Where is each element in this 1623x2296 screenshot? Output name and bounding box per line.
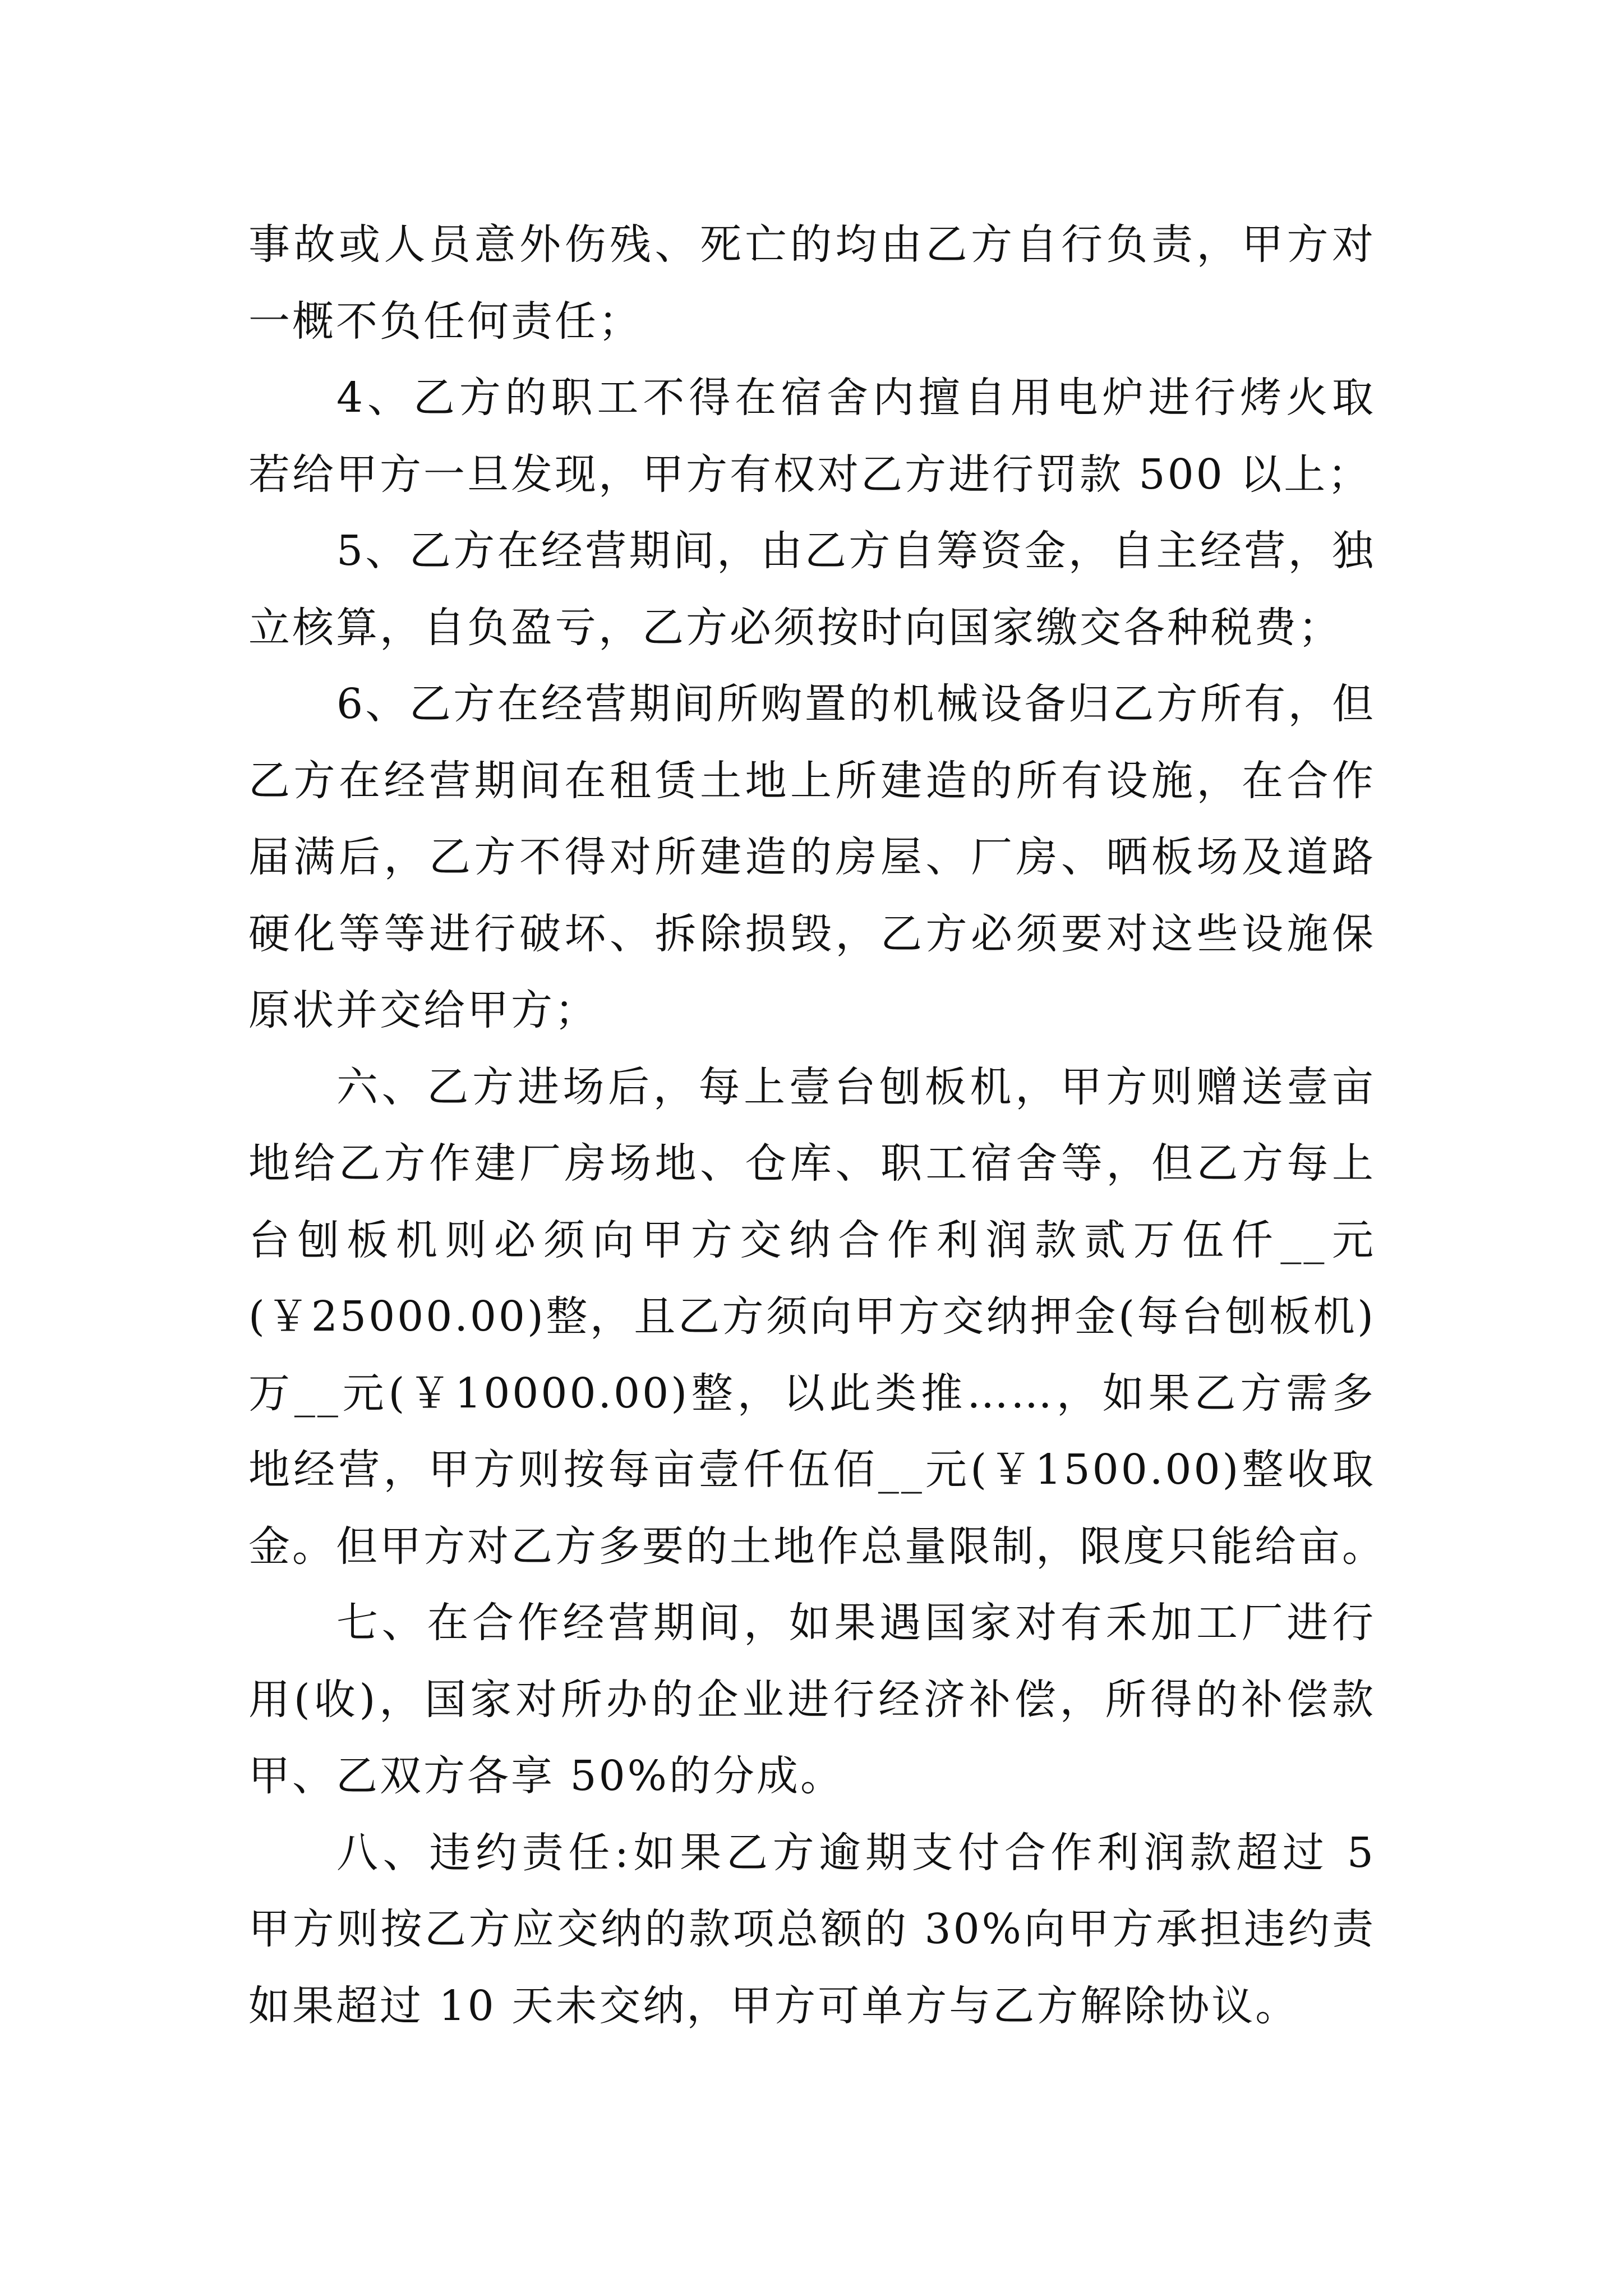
text-line: 如果超过 10 天未交纳，甲方可单方与乙方解除协议。 xyxy=(248,1981,1299,2030)
text-line: 金。但甲方对乙方多要的土地作总量限制，限度只能给亩。 xyxy=(248,1522,1386,1571)
text-line: 4、乙方的职工不得在宿舍内擅自用电炉进行烤火取 xyxy=(336,374,1376,422)
text-line: 八、违约责任:如果乙方逾期支付合作利润款超过 5 xyxy=(336,1828,1376,1877)
text-line: 万__元(￥10000.00)整，以此类推……，如果乙方需多 xyxy=(248,1369,1376,1418)
text-line: 原状并交给甲方； xyxy=(248,986,598,1034)
paragraph-section-six xyxy=(248,1049,1386,1585)
text-line: 地给乙方作建厂房场地、仓库、职工宿舍等，但乙方每上 xyxy=(248,1139,1376,1188)
paragraph-section-eight xyxy=(248,1815,1376,2045)
document-body xyxy=(248,206,1386,2044)
text-line: 乙方在经营期间在租赁土地上所建造的所有设施，在合作 xyxy=(248,756,1376,805)
paragraph-continued xyxy=(248,206,1376,360)
text-line: 甲、乙双方各享 50%的分成。 xyxy=(248,1752,844,1800)
text-line: 5、乙方在经营期间，由乙方自筹资金，自主经营，独 xyxy=(336,527,1376,575)
paragraph-clause-5 xyxy=(248,513,1376,666)
text-line: 硬化等等进行破坏、拆除损毁，乙方必须要对这些设施保 xyxy=(248,909,1376,958)
text-line: 事故或人员意外伤残、死亡的均由乙方自行负责，甲方对 xyxy=(248,220,1376,269)
paragraph-clause-6 xyxy=(248,666,1376,1049)
paragraph-clause-4 xyxy=(248,360,1376,513)
text-line: 届满后，乙方不得对所建造的房屋、厂房、晒板场及道路 xyxy=(248,833,1376,881)
text-line: 用(收)，国家对所办的企业进行经济补偿，所得的补偿款 xyxy=(248,1675,1376,1724)
text-line: 立核算，自负盈亏，乙方必须按时向国家缴交各种税费； xyxy=(248,603,1342,652)
text-line: 6、乙方在经营期间所购置的机械设备归乙方所有，但 xyxy=(336,680,1376,728)
text-line: 台刨板机则必须向甲方交纳合作利润款贰万伍仟__元 xyxy=(248,1216,1376,1264)
paragraph-section-seven xyxy=(248,1585,1376,1815)
text-line: 六、乙方进场后，每上壹台刨板机，甲方则赠送壹亩 xyxy=(336,1062,1376,1111)
text-line: 若给甲方一旦发现，甲方有权对乙方进行罚款 500 以上； xyxy=(248,450,1372,499)
text-line: 一概不负任何责任； xyxy=(248,297,642,346)
text-line: (￥25000.00)整，且乙方须向甲方交纳押金(每台刨板机) xyxy=(248,1292,1376,1341)
text-line: 地经营，甲方则按每亩壹仟伍佰__元(￥1500.00)整收取 xyxy=(248,1446,1376,1494)
text-line: 七、在合作经营期间，如果遇国家对有禾加工厂进行 xyxy=(336,1599,1376,1647)
text-line: 甲方则按乙方应交纳的款项总额的 30%向甲方承担违约责 xyxy=(248,1905,1376,1953)
